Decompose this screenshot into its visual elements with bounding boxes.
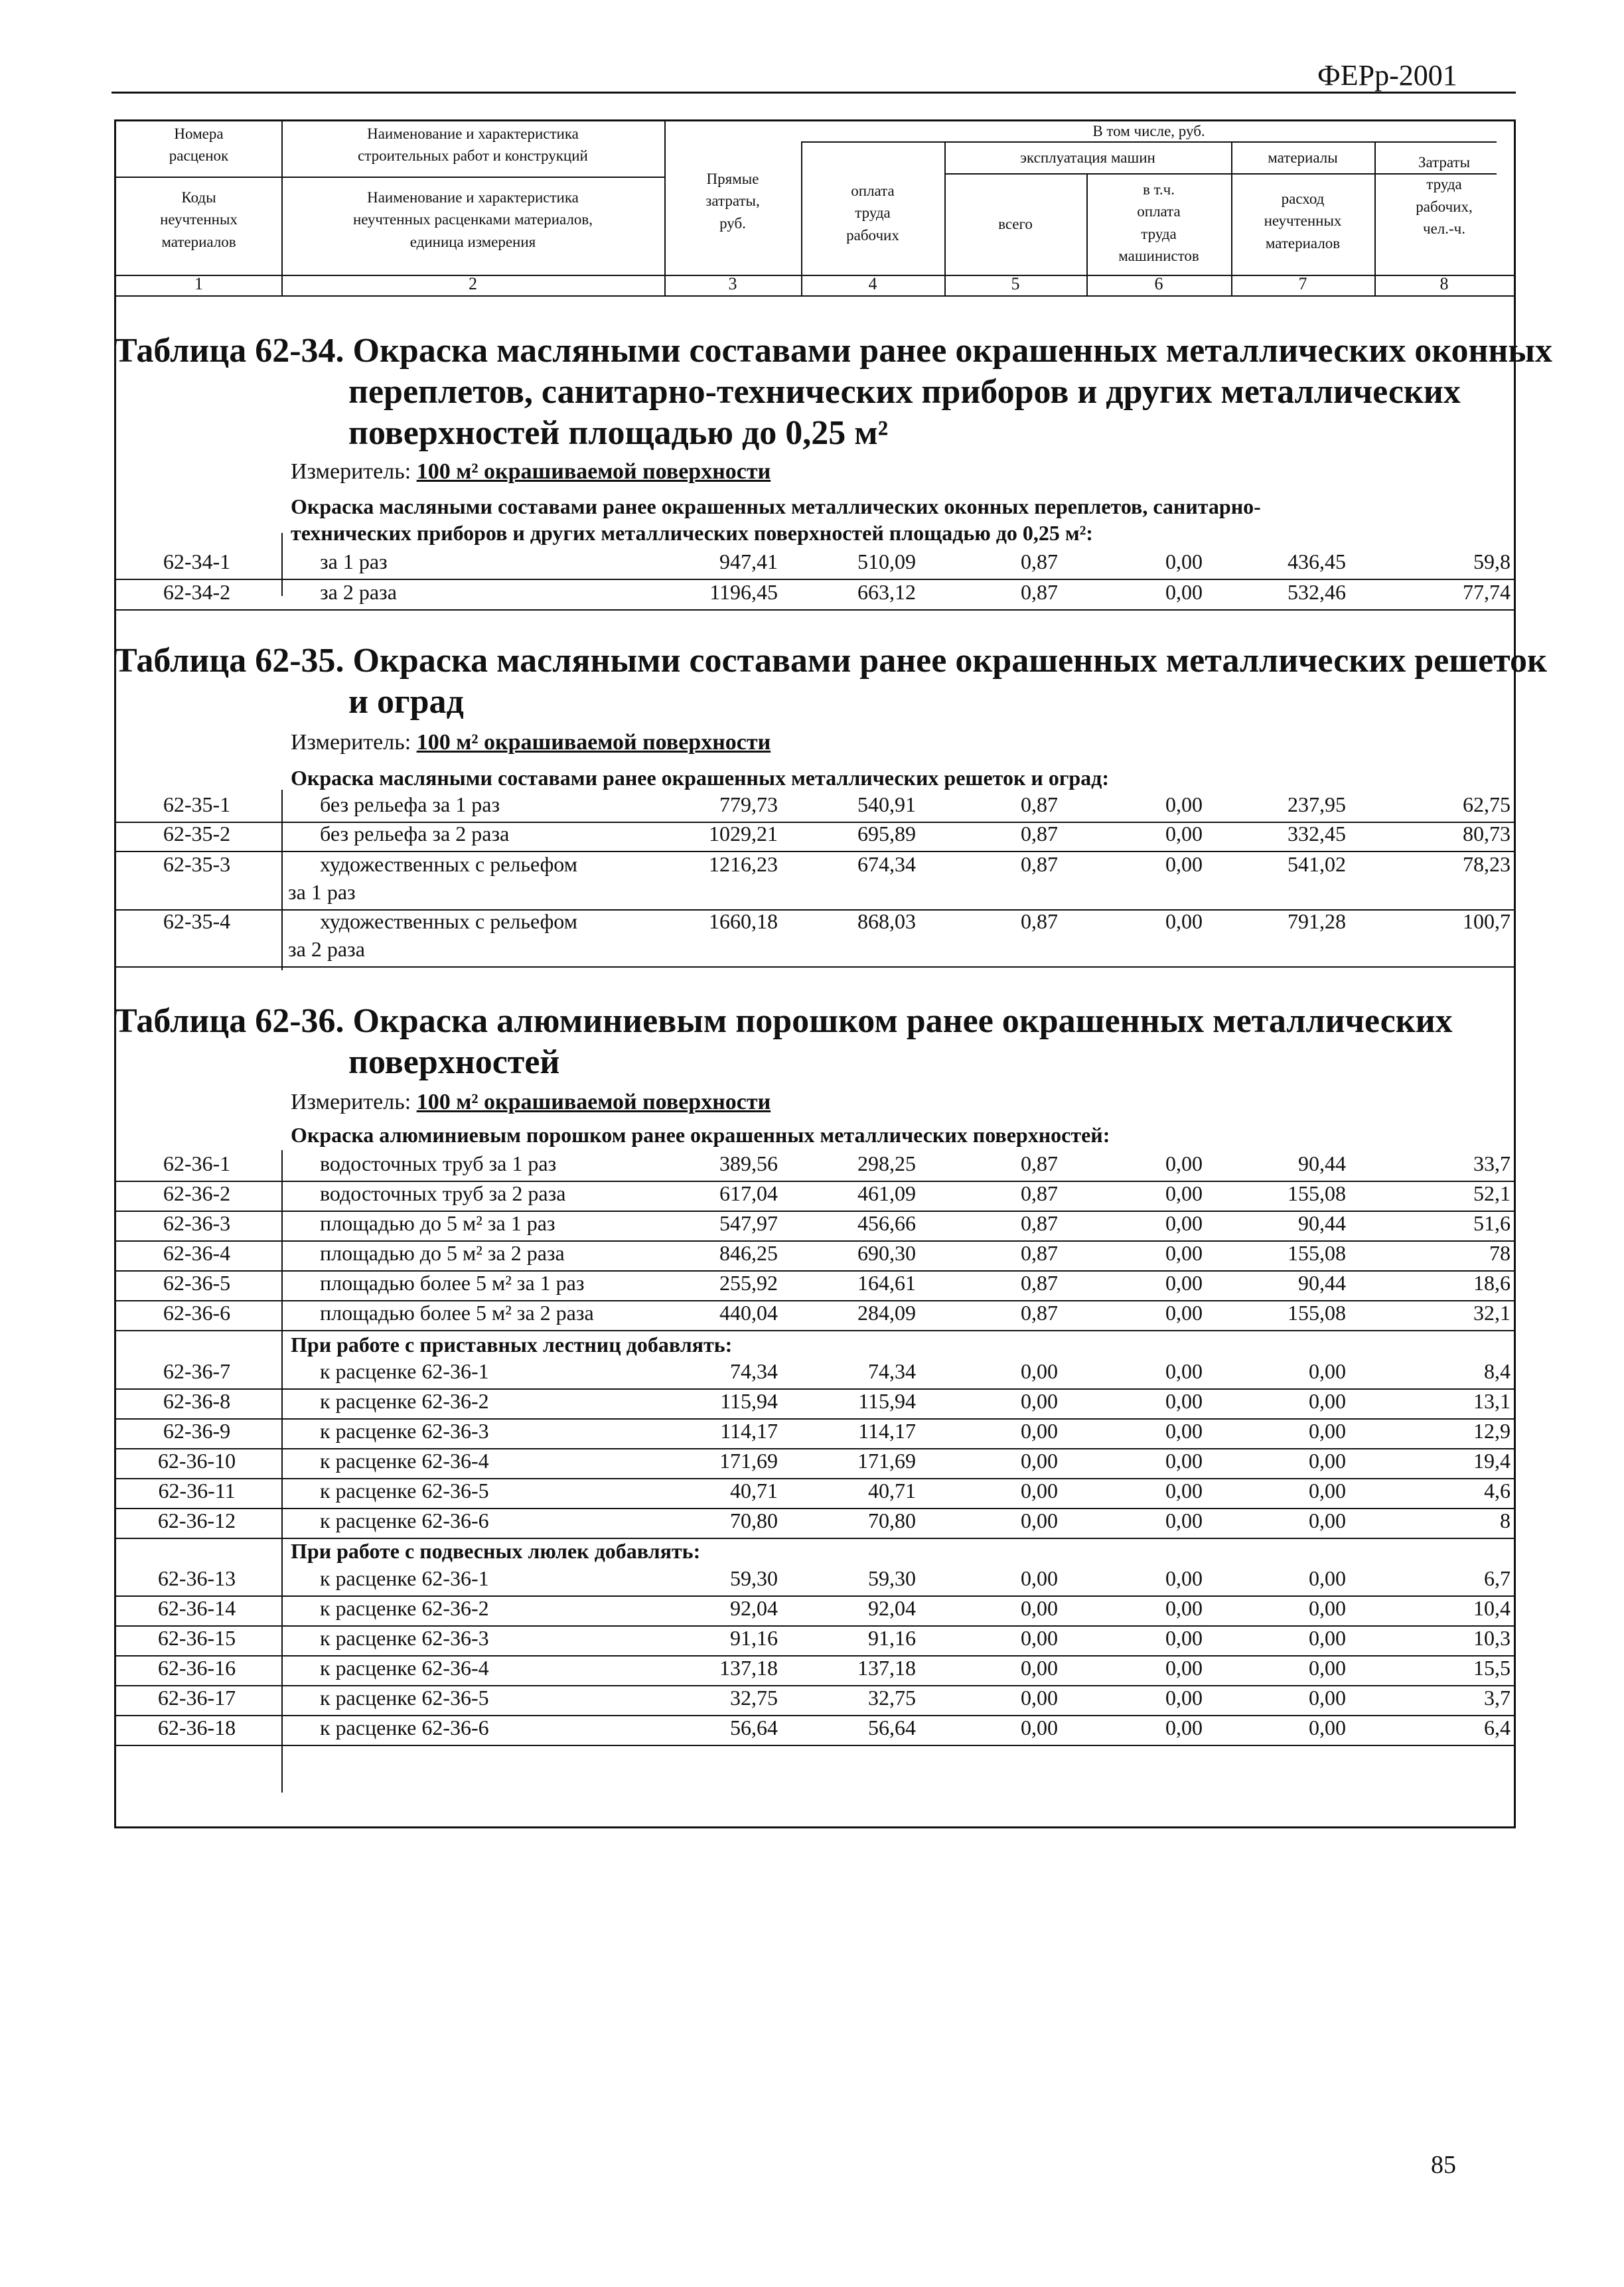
value-cell: 115,94 [858, 1389, 916, 1413]
value-cell: 0,00 [1165, 909, 1203, 933]
col-divider [281, 533, 283, 596]
value-cell: 0,00 [1165, 1596, 1203, 1620]
value-cell: 0,00 [1165, 1241, 1203, 1265]
value-cell: 6,4 [1484, 1716, 1511, 1739]
value-cell: 0,87 [1021, 1241, 1058, 1265]
value-cell: 0,00 [1165, 1181, 1203, 1205]
value-cell: 868,03 [857, 909, 916, 933]
value-cell: 3,7 [1484, 1686, 1511, 1710]
value-cell: 0,00 [1165, 822, 1203, 846]
value-cell: 0,00 [1165, 1389, 1203, 1413]
col-number: 8 [1439, 274, 1449, 293]
value-cell: 78 [1489, 1241, 1511, 1265]
value-cell: 100,7 [1463, 909, 1511, 933]
value-cell: 695,89 [857, 822, 916, 846]
value-cell: 80,73 [1463, 822, 1511, 846]
value-cell: 0,00 [1309, 1716, 1346, 1739]
value-cell: 846,25 [719, 1241, 778, 1265]
rate-code: 62-36-8 [163, 1389, 231, 1413]
rate-code: 62-36-13 [157, 1566, 236, 1590]
value-cell: 19,4 [1473, 1449, 1511, 1473]
work-name: к расценке 62-36-4 [320, 1656, 489, 1680]
row-rule [114, 966, 1516, 968]
value-cell: 1029,21 [709, 822, 778, 846]
value-cell: 0,00 [1021, 1479, 1058, 1503]
col-number: 2 [469, 274, 477, 293]
table-62-34-subheading: Окраска масляными составами ранее окрашенных металлических оконных переплетов, санитарно- технических приборов и других металлических поверхностей площадью до 0,25 м²: [291, 494, 1261, 545]
value-cell: 0,00 [1021, 1419, 1058, 1443]
value-cell: 155,08 [1288, 1241, 1346, 1265]
work-name: площадью более 5 м² за 1 раз [320, 1271, 585, 1295]
header-machines: эксплуатация машин [1020, 149, 1155, 166]
work-name: без рельефа за 2 раза [320, 822, 510, 846]
value-cell: 0,87 [1021, 792, 1058, 816]
value-cell: 18,6 [1473, 1271, 1511, 1295]
work-name: площадью до 5 м² за 2 раза [320, 1241, 565, 1265]
value-cell: 389,56 [719, 1151, 778, 1175]
value-cell: 547,97 [719, 1211, 778, 1235]
value-cell: 70,80 [730, 1509, 778, 1532]
value-cell: 62,75 [1463, 792, 1511, 816]
rate-code: 62-36-2 [163, 1181, 231, 1205]
value-cell: 4,6 [1484, 1479, 1511, 1503]
value-cell: 0,00 [1165, 580, 1203, 604]
value-cell: 78,23 [1463, 852, 1511, 876]
value-cell: 92,04 [868, 1596, 916, 1620]
value-cell: 1660,18 [709, 909, 778, 933]
value-cell: 0,00 [1165, 1449, 1203, 1473]
value-cell: 0,00 [1165, 1509, 1203, 1532]
measure-unit: Измеритель: 100 м² окрашиваемой поверхности [291, 1090, 771, 1114]
value-cell: 155,08 [1288, 1301, 1346, 1325]
value-cell: 137,18 [857, 1656, 916, 1680]
value-cell: 0,00 [1165, 1686, 1203, 1710]
ladders-subheading: При работе с приставных лестниц добавлять: [291, 1333, 733, 1357]
value-cell: 32,1 [1473, 1301, 1511, 1325]
value-cell: 0,00 [1165, 1211, 1203, 1235]
col-number: 3 [728, 274, 737, 293]
value-cell: 12,9 [1473, 1419, 1511, 1443]
value-cell: 298,25 [857, 1151, 916, 1175]
rate-code: 62-36-1 [163, 1151, 231, 1175]
header-work-name: Наименование и характеристика строительных работ и конструкций [358, 125, 588, 165]
value-cell: 255,92 [719, 1271, 778, 1295]
value-cell: 541,02 [1288, 852, 1346, 876]
value-cell: 0,00 [1021, 1656, 1058, 1680]
value-cell: 0,87 [1021, 580, 1058, 604]
value-cell: 456,66 [857, 1211, 916, 1235]
col-number: 7 [1298, 274, 1307, 293]
value-cell: 0,00 [1021, 1359, 1058, 1383]
work-name: площадью до 5 м² за 1 раз [320, 1211, 555, 1235]
work-name: водосточных труб за 2 раза [320, 1181, 566, 1205]
value-cell: 51,6 [1473, 1211, 1511, 1235]
value-cell: 0,00 [1165, 1301, 1203, 1325]
header-labor-hours: Затраты труда рабочих, чел.-ч. [1416, 154, 1473, 238]
rate-code: 62-34-1 [163, 550, 231, 573]
value-cell: 6,7 [1484, 1566, 1511, 1590]
value-cell: 0,00 [1165, 1419, 1203, 1443]
value-cell: 791,28 [1288, 909, 1346, 933]
value-cell: 0,00 [1165, 852, 1203, 876]
value-cell: 8,4 [1484, 1359, 1511, 1383]
col-divider [281, 790, 283, 970]
value-cell: 0,87 [1021, 1151, 1058, 1175]
value-cell: 0,00 [1165, 1566, 1203, 1590]
value-cell: 32,75 [730, 1686, 778, 1710]
value-cell: 92,04 [730, 1596, 778, 1620]
measure-unit: Измеритель: 100 м² окрашиваемой поверхности [291, 730, 771, 755]
value-cell: 91,16 [868, 1626, 916, 1650]
value-cell: 115,94 [720, 1389, 778, 1413]
work-name: к расценке 62-36-2 [320, 1596, 489, 1620]
value-cell: 56,64 [730, 1716, 778, 1739]
work-name: к расценке 62-36-3 [320, 1626, 489, 1650]
value-cell: 56,64 [868, 1716, 916, 1739]
rate-code: 62-36-18 [157, 1716, 236, 1739]
value-cell: 0,00 [1021, 1626, 1058, 1650]
work-name-continued: за 1 раз [288, 880, 356, 904]
value-cell: 440,04 [719, 1301, 778, 1325]
rate-code: 62-36-5 [163, 1271, 231, 1295]
table-62-36-title: Таблица 62-36. Окраска алюминиевым порошком ранее окрашенных металлических поверхностей [114, 1002, 1453, 1081]
value-cell: 0,00 [1309, 1389, 1346, 1413]
value-cell: 0,00 [1165, 1656, 1203, 1680]
value-cell: 663,12 [857, 580, 916, 604]
rate-code: 62-36-9 [163, 1419, 231, 1443]
value-cell: 1196,45 [709, 580, 778, 604]
rate-code: 62-36-10 [157, 1449, 236, 1473]
header-direct-costs: Прямые затраты, руб. [705, 171, 760, 232]
value-cell: 0,00 [1021, 1716, 1058, 1739]
header-group: В том числе, руб. [1092, 123, 1205, 139]
work-name: к расценке 62-36-2 [320, 1389, 489, 1413]
value-cell: 10,4 [1473, 1596, 1511, 1620]
value-cell: 0,87 [1021, 550, 1058, 573]
value-cell: 70,80 [868, 1509, 916, 1532]
value-cell: 0,00 [1309, 1566, 1346, 1590]
value-cell: 0,00 [1021, 1596, 1058, 1620]
col-number: 5 [1011, 274, 1020, 293]
work-name-continued: за 2 раза [288, 937, 365, 961]
value-cell: 0,00 [1021, 1686, 1058, 1710]
rate-code: 62-35-2 [163, 822, 231, 846]
value-cell: 32,75 [868, 1686, 916, 1710]
value-cell: 59,8 [1473, 550, 1511, 573]
rate-code: 62-36-7 [163, 1359, 231, 1383]
table-62-35-subheading: Окраска масляными составами ранее окрашенных металлических решеток и оград: [291, 766, 1109, 790]
value-cell: 779,73 [719, 792, 778, 816]
rate-code: 62-36-16 [157, 1656, 236, 1680]
header-operator-pay: в т.ч. оплата труда машинистов [1118, 181, 1199, 265]
value-cell: 0,00 [1309, 1656, 1346, 1680]
header-material-codes: Коды неучтенных материалов [160, 189, 238, 250]
rate-code: 62-34-2 [163, 580, 231, 604]
value-cell: 947,41 [719, 550, 778, 573]
header-machines-total: всего [998, 216, 1033, 232]
rate-code: 62-36-11 [158, 1479, 236, 1503]
rate-code: 62-35-1 [163, 792, 231, 816]
header-material-name: Наименование и характеристика неучтенных расценками материалов, единица измерения [352, 189, 593, 250]
value-cell: 0,00 [1309, 1449, 1346, 1473]
value-cell: 0,87 [1021, 1301, 1058, 1325]
value-cell: 114,17 [858, 1419, 916, 1443]
value-cell: 40,71 [730, 1479, 778, 1503]
value-cell: 91,16 [730, 1626, 778, 1650]
rate-code: 62-36-14 [157, 1596, 236, 1620]
value-cell: 0,00 [1309, 1626, 1346, 1650]
table-62-35-title: Таблица 62-35. Окраска масляными составами ранее окрашенных металлических решеток и оград [114, 642, 1547, 721]
value-cell: 0,87 [1021, 1211, 1058, 1235]
value-cell: 90,44 [1298, 1271, 1346, 1295]
measure-unit: Измеритель: 100 м² окрашиваемой поверхности [291, 459, 771, 484]
work-name: художественных с рельефом [320, 852, 577, 876]
value-cell: 137,18 [719, 1656, 778, 1680]
work-name: к расценке 62-36-6 [320, 1509, 489, 1532]
work-name: к расценке 62-36-1 [320, 1566, 489, 1590]
colnum-bottom-rule [116, 295, 1514, 297]
value-cell: 0,00 [1309, 1359, 1346, 1383]
col-number: 4 [868, 274, 877, 293]
value-cell: 40,71 [868, 1479, 916, 1503]
header-material-use: расход неучтенных материалов [1264, 190, 1342, 252]
value-cell: 0,00 [1309, 1509, 1346, 1532]
value-cell: 617,04 [719, 1181, 778, 1205]
value-cell: 10,3 [1473, 1626, 1511, 1650]
value-cell: 0,00 [1165, 1716, 1203, 1739]
table-62-36-subheading: Окраска алюминиевым порошком ранее окрашенных металлических поверхностей: [291, 1123, 1110, 1147]
value-cell: 436,45 [1288, 550, 1346, 573]
work-name: к расценке 62-36-5 [320, 1686, 489, 1710]
value-cell: 0,00 [1165, 1359, 1203, 1383]
value-cell: 90,44 [1298, 1151, 1346, 1175]
value-cell: 690,30 [857, 1241, 916, 1265]
value-cell: 0,00 [1309, 1686, 1346, 1710]
value-cell: 0,00 [1021, 1389, 1058, 1413]
rate-code: 62-36-3 [163, 1211, 231, 1235]
value-cell: 155,08 [1288, 1181, 1346, 1205]
row-rule [114, 1745, 1516, 1746]
value-cell: 114,17 [720, 1419, 778, 1443]
value-cell: 15,5 [1473, 1656, 1511, 1680]
value-cell: 461,09 [857, 1181, 916, 1205]
rate-code: 62-36-17 [157, 1686, 236, 1710]
rate-code: 62-36-4 [163, 1241, 231, 1265]
value-cell: 237,95 [1288, 792, 1346, 816]
value-cell: 0,00 [1309, 1479, 1346, 1503]
value-cell: 532,46 [1288, 580, 1346, 604]
value-cell: 0,00 [1021, 1509, 1058, 1532]
value-cell: 0,00 [1165, 550, 1203, 573]
header-materials: материалы [1268, 149, 1338, 166]
work-name: к расценке 62-36-6 [320, 1716, 489, 1739]
value-cell: 33,7 [1473, 1151, 1511, 1175]
rate-code: 62-35-3 [163, 852, 231, 876]
value-cell: 0,00 [1165, 1479, 1203, 1503]
value-cell: 0,00 [1021, 1449, 1058, 1473]
value-cell: 0,00 [1165, 792, 1203, 816]
value-cell: 674,34 [857, 852, 916, 876]
work-name: без рельефа за 1 раз [320, 792, 500, 816]
value-cell: 0,00 [1309, 1596, 1346, 1620]
value-cell: 332,45 [1288, 822, 1346, 846]
header-labor-pay: оплата труда рабочих [846, 183, 899, 244]
value-cell: 13,1 [1473, 1389, 1511, 1413]
col-number: 1 [194, 274, 203, 293]
value-cell: 74,34 [868, 1359, 916, 1383]
work-name: площадью более 5 м² за 2 раза [320, 1301, 594, 1325]
work-name: за 1 раз [320, 550, 388, 573]
value-cell: 0,87 [1021, 822, 1058, 846]
work-name: к расценке 62-36-3 [320, 1419, 489, 1443]
value-cell: 164,61 [857, 1271, 916, 1295]
work-name: водосточных труб за 1 раз [320, 1151, 557, 1175]
table-62-34-title: Таблица 62-34. Окраска масляными составами ранее окрашенных металлических оконных переплетов, санитарно-технических приборов и других металлических поверхностей площадью до 0,25 м² [114, 332, 1552, 452]
value-cell: 0,87 [1021, 1271, 1058, 1295]
col-divider [281, 1150, 283, 1793]
value-cell: 1216,23 [709, 852, 778, 876]
header-rate-numbers: Номера расценок [169, 125, 229, 165]
value-cell: 74,34 [730, 1359, 778, 1383]
value-cell: 59,30 [868, 1566, 916, 1590]
header-split-rule [116, 177, 664, 178]
value-cell: 171,69 [719, 1449, 778, 1473]
value-cell: 284,09 [857, 1301, 916, 1325]
value-cell: 171,69 [857, 1449, 916, 1473]
row-rule [114, 1538, 1516, 1539]
value-cell: 0,87 [1021, 852, 1058, 876]
row-rule [114, 609, 1516, 611]
rate-code: 62-36-6 [163, 1301, 231, 1325]
rate-code: 62-35-4 [163, 909, 231, 933]
value-cell: 8 [1500, 1509, 1511, 1532]
work-name: художественных с рельефом [320, 909, 577, 933]
work-name: к расценке 62-36-4 [320, 1449, 489, 1473]
value-cell: 540,91 [857, 792, 916, 816]
value-cell: 77,74 [1463, 580, 1511, 604]
rate-code: 62-36-12 [157, 1509, 236, 1532]
work-name: к расценке 62-36-5 [320, 1479, 489, 1503]
document-code: ФЕРр-2001 [1317, 59, 1457, 92]
value-cell: 0,00 [1309, 1419, 1346, 1443]
work-name: за 2 раза [320, 580, 397, 604]
top-rule [111, 92, 1516, 94]
value-cell: 0,00 [1165, 1626, 1203, 1650]
value-cell: 510,09 [857, 550, 916, 573]
value-cell: 59,30 [730, 1566, 778, 1590]
value-cell: 90,44 [1298, 1211, 1346, 1235]
col-number: 6 [1154, 274, 1163, 293]
rate-code: 62-36-15 [157, 1626, 236, 1650]
value-cell: 0,00 [1021, 1566, 1058, 1590]
value-cell: 0,00 [1165, 1271, 1203, 1295]
cradles-subheading: При работе с подвесных люлек добавлять: [291, 1539, 701, 1563]
value-cell: 0,87 [1021, 909, 1058, 933]
row-rule [114, 1330, 1516, 1331]
work-name: к расценке 62-36-1 [320, 1359, 489, 1383]
value-cell: 52,1 [1473, 1181, 1511, 1205]
value-cell: 0,00 [1165, 1151, 1203, 1175]
page-number: 85 [1431, 2151, 1456, 2179]
value-cell: 0,87 [1021, 1181, 1058, 1205]
